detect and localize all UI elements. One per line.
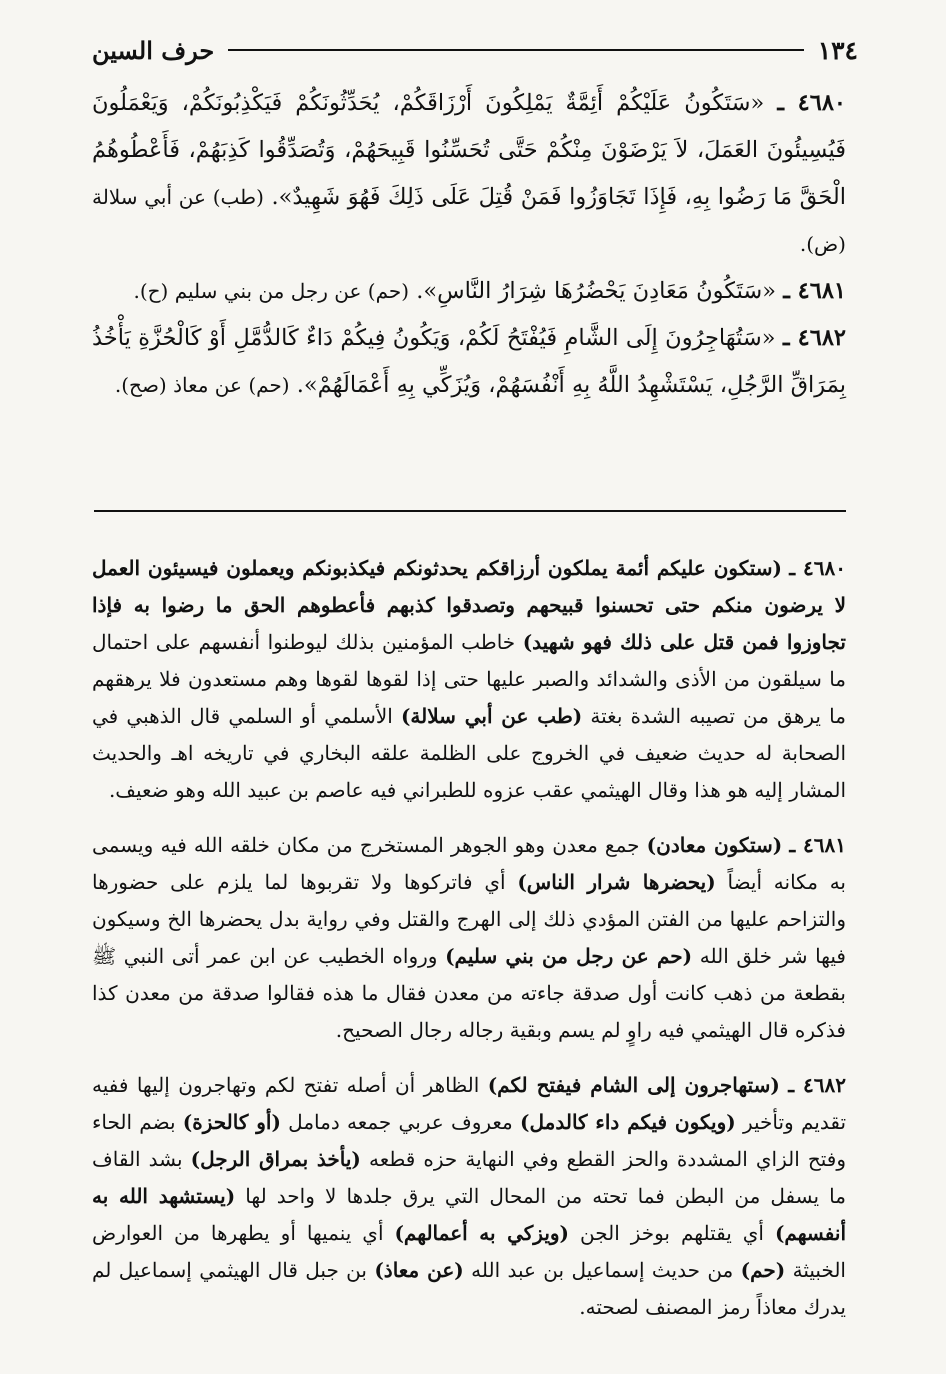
commentary-4681 — [92, 827, 846, 1049]
hadith-text: «سَتَكُونُ عَلَيْكُمْ أَئِمَّةٌ يَمْلِكُونَ أَرْزَاقَكُمْ، يُحَدِّثُونَكُمْ فَيَكْذِبُونَكُمْ، وَيَعْمَلُونَ فَيُسِيئُونَ العَمَلَ، لاَ يَرْضَوْنَ مِنْكُمْ حَتَّى تُحَسِّنُوا قَبِيحَهُمْ، وَتُصَدِّقُوا كَذِبَهُمْ، فَأَعْطُوهُمُ الْحَقَّ مَا رَضُوا بِهِ، فَإِذَا تَجَاوَزُوا فَمَنْ قُتِلَ عَلَى ذَلِكَ فَهُوَ شَهِيدٌ». — [92, 90, 847, 210]
hadith-section — [92, 80, 846, 409]
hadith-number: ٤٦٨٢ ـ — [782, 325, 846, 351]
hadith-reference: (طب) عن أبي سلالة (ض). — [92, 185, 846, 256]
commentary-lemma: (يأخذ بمراق الرجل) — [190, 1147, 361, 1171]
commentary-lemma: (طب عن أبي سلالة) — [400, 704, 583, 728]
commentary-lemma: (ستكون معادن) — [646, 833, 783, 857]
commentary-lemma: (ستكون عليكم أئمة يملكون أرزاقكم يحدثونكم فيكذبونكم ويعملون فيسيئون العمل لا يرضون منكم حتى تحسنوا قبيحهم وتصدقوا كذبهم فأعطوهم الحق ما رضوا به فإذا تجاوزوا فمن قتل على ذلك فهو شهيد) — [92, 556, 846, 654]
commentary-text: بن جبل قال الهيثمي إسماعيل لم يدرك معاذاً رمز المصنف لصحته. — [92, 1258, 846, 1319]
page-header — [92, 30, 858, 70]
commentary-lemma: (يستشهد الله به أنفسهم) — [92, 1184, 847, 1245]
commentary-lemma: (حم عن رجل من بني سليم) — [445, 944, 693, 968]
commentary-text: أي ينميها أو يطهرها من العوارض الخبيثة — [92, 1221, 846, 1282]
commentary-text: ورواه الخطيب عن ابن عمر أتى النبي ﷺ بقطعة من ذهب كانت أول صدقة جاءته من معدن فقال ما هذه فقالوا صدقة من معدن كذا فذكره قال الهيثمي فيه راوٍ لم يسم وبقية رجاله رجال الصحيح. — [92, 944, 846, 1042]
commentary-text: من حديث إسماعيل بن عبد الله — [471, 1258, 734, 1282]
hadith-reference: (حم) عن معاذ (صح). — [114, 373, 290, 397]
commentary-lemma: (ستهاجرون إلى الشام فيفتح لكم) — [487, 1073, 780, 1097]
commentary-text: الظاهر أن أصله تفتح لكم وتهاجرون إليها ففيه تقديم وتأخير — [92, 1073, 847, 1134]
commentary-lemma: (ويزكي به أعمالهم) — [394, 1221, 570, 1245]
commentary-lemma: (يحضرها شرار الناس) — [517, 870, 716, 894]
page-number: ١٣٤ — [817, 35, 858, 65]
commentary-text: معروف عربي جمعه دمامل — [288, 1110, 513, 1134]
commentary-lemma: (عن معاذ) — [374, 1258, 464, 1282]
commentary-text: جمع معدن وهو الجوهر المستخرج من مكان خلقه الله فيه ويسمى به مكانه أيضاً — [92, 833, 846, 894]
hadith-text: «سَتَكُونُ مَعَادِنَ يَحْضُرُهَا شِرَارُ النَّاسِ». — [416, 278, 777, 304]
commentary-lemma: (أو كالحزة) — [182, 1110, 281, 1134]
hadith-4681 — [92, 268, 846, 315]
commentary-text: بضم الحاء وفتح الزاي المشددة والحز القطع وفي النهاية حزه قطعه — [92, 1110, 847, 1171]
hadith-4682 — [92, 315, 846, 409]
commentary-number: ٤٦٨٠ ـ — [789, 556, 846, 580]
commentary-text: أي فاتركوها ولا تقربوها لما يلزم على حضورها والتزاحم عليها من الفتن المؤدي ذلك إلى الهرج والقتل وفي رواية بدل يحضرها الخ وسيكون فيها شر خلق الله — [92, 870, 846, 968]
commentary-text: خاطب المؤمنين بذلك ليوطنوا أنفسهم على احتمال ما سيلقون من الأذى والشدائد والصبر عليها حتى إذا لقوها لقوها وهم مستعدون فلا يرهقهم ما يرهق من تصيبه الشدة بغتة — [92, 630, 846, 728]
hadith-4680 — [92, 80, 846, 268]
commentary-number: ٤٦٨١ ـ — [789, 833, 847, 857]
hadith-reference: (حم) عن رجل من بني سليم (ح). — [133, 279, 410, 303]
header-rule — [228, 49, 803, 51]
hadith-text: «سَتُهَاجِرُونَ إِلَى الشَّامِ فَيُفْتَحُ لَكُمْ، وَيَكُونُ فِيكُمْ دَاءٌ كَالدُّمَّلِ أَوْ كَالْحُزَّةِ يَأْخُذُ بِمَرَاقِّ الرَّجُلِ، يَسْتَشْهِدُ اللَّهُ بِهِ أَنْفُسَهُمْ، وَيُزَكِّي بِهِ أَعْمَالَهُمْ». — [92, 325, 846, 398]
commentary-number: ٤٦٨٢ ـ — [788, 1073, 847, 1097]
commentary-text: أي يقتلهم بوخز الجن — [579, 1221, 764, 1245]
hadith-number: ٤٦٨٠ ـ — [777, 90, 846, 116]
commentary-section — [92, 550, 846, 1344]
commentary-lemma: (ويكون فيكم داء كالدمل) — [520, 1110, 736, 1134]
commentary-lemma: (حم) — [740, 1258, 786, 1282]
commentary-text: بشد القاف ما يسفل من البطن فما تحته من المحال التي يرق جلدها لا واحد لها — [92, 1147, 846, 1208]
chapter-title: حرف السين — [92, 35, 215, 65]
section-divider — [94, 510, 846, 512]
hadith-number: ٤٦٨١ ـ — [783, 278, 846, 304]
commentary-4682 — [92, 1067, 846, 1326]
commentary-4680 — [92, 550, 846, 809]
commentary-text: الأسلمي أو السلمي قال الذهبي في الصحابة له حديث ضعيف في الخروج على الظلمة علقه البخاري في تاريخه اهـ والحديث المشار إليه هو هذا وقال الهيثمي عقب عزوه للطبراني فيه عاصم بن عبيد الله وهو ضعيف. — [92, 704, 847, 802]
